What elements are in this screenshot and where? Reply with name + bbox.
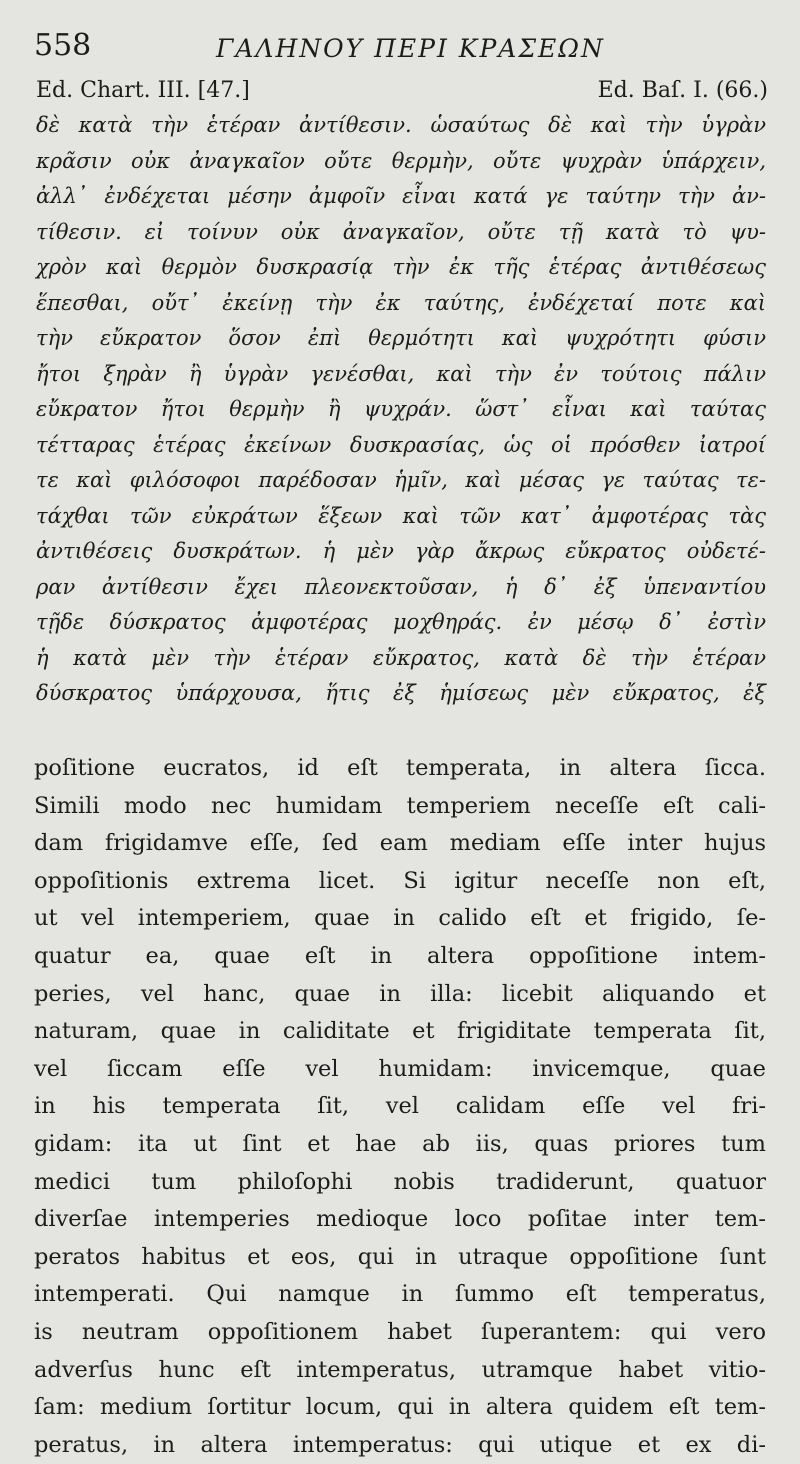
greek-text-line: ἀλλ᾽ ἐνδέχεται μέσην ἀμφοῖν εἶναι κατά γε ταύτην τὴν ἀν- — [36, 184, 766, 208]
latin-text-line: quatur ea, quae eſt in altera oppoſitione intem- — [34, 942, 766, 969]
greek-text-line: ἤτοι ξηρὰν ἢ ὑγρὰν γενέσθαι, καὶ τὴν ἐν τούτοις πάλιν — [36, 361, 766, 386]
latin-text-line: diverſae intemperies medioque loco poſitae inter tem- — [34, 1206, 766, 1233]
greek-text-line: ἡ κατὰ μὲν τὴν ἑτέραν εὔκρατος, κατὰ δὲ τὴν ἑτέραν — [36, 645, 766, 670]
greek-text-line: χρὸν καὶ θερμὸν δυσκρασίᾳ τὴν ἐκ τῆς ἑτέρας ἀντιθέσεως — [36, 255, 766, 279]
latin-text-line: gidam: ita ut ſint et hae ab iis, quas priores tum — [34, 1130, 766, 1157]
latin-text-line: ut vel intemperiem, quae in calido eſt et frigido, ſe- — [34, 905, 766, 932]
greek-text-block — [36, 108, 766, 712]
greek-text-line: τῇδε δύσκρατος ἀμφοτέρας μοχθηράς. ἐν μέσῳ δ᾽ ἐστὶν — [36, 610, 766, 634]
greek-text-line: τάχθαι τῶν εὐκράτων ἕξεων καὶ τῶν κατ᾽ ἀμφοτέρας τὰς — [36, 503, 766, 528]
latin-text-line: ſam: medium ſortitur locum, qui in altera quidem eſt tem- — [34, 1394, 766, 1421]
latin-text-line: intemperati. Qui namque in ſummo eſt temperatus, — [34, 1281, 766, 1308]
latin-text-line: in his temperata ſit, vel calidam eſſe vel fri- — [34, 1093, 766, 1120]
latin-text-line: is neutram oppoſitionem habet ſuperantem: qui vero — [34, 1318, 766, 1345]
edition-references — [36, 78, 768, 108]
latin-text-line: adverſus hunc eſt intemperatus, utramque habet vitio- — [34, 1356, 766, 1383]
greek-text-line: ἕπεσθαι, οὔτ᾽ ἐκείνῃ τὴν ἐκ ταύτης, ἐνδέχεταί ποτε καὶ — [36, 290, 766, 315]
latin-text-line: oppoſitionis extrema licet. Si igitur neceſſe non eſt, — [34, 867, 766, 894]
page-header — [34, 28, 766, 72]
page-number: 558 — [34, 28, 92, 63]
latin-text-line: dam frigidamve eſſe, ſed eam mediam eſſe inter hujus — [34, 830, 766, 857]
latin-text-line: peries, vel hanc, quae in illa: licebit aliquando et — [34, 980, 766, 1007]
greek-text-line: κρᾶσιν οὐκ ἀναγκαῖον οὔτε θερμὴν, οὔτε ψυχρὰν ὑπάρχειν, — [36, 148, 766, 173]
latin-text-line: vel ſiccam eſſe vel humidam: invicemque, quae — [34, 1055, 766, 1082]
greek-text-line: τίθεσιν. εἰ τοίνυν οὐκ ἀναγκαῖον, οὔτε τῇ κατὰ τὸ ψυ- — [36, 219, 766, 244]
greek-text-line: δύσκρατος ὑπάρχουσα, ἥτις ἐξ ἡμίσεως μὲν εὔκρατος, ἐξ — [36, 681, 766, 705]
latin-text-line: naturam, quae in caliditate et frigiditate temperata ſit, — [34, 1018, 766, 1045]
greek-text-line: ραν ἀντίθεσιν ἔχει πλεονεκτοῦσαν, ἡ δ᾽ ἐξ ὑπεναντίου — [36, 574, 766, 599]
greek-text-line: δὲ κατὰ τὴν ἑτέραν ἀντίθεσιν. ὡσαύτως δὲ καὶ τὴν ὑγρὰν — [36, 113, 766, 137]
edition-reference-right: Ed. Baſ. I. (66.) — [597, 78, 768, 103]
latin-text-line: peratos habitus et eos, qui in utraque oppoſitione ſunt — [34, 1243, 766, 1270]
greek-text-line: ἀντιθέσεις δυσκράτων. ἡ μὲν γὰρ ἄκρως εὔκρατος οὐδετέ- — [36, 539, 766, 563]
edition-reference-left: Ed. Chart. III. [47.] — [36, 78, 250, 103]
latin-text-block — [34, 750, 766, 1464]
greek-text-line: εὔκρατον ἤτοι θερμὴν ἢ ψυχράν. ὥστ᾽ εἶναι καὶ ταύτας — [36, 397, 766, 421]
latin-text-line: poſitione eucratos, id eſt temperata, in altera ſicca. — [34, 755, 766, 781]
latin-text-line: peratus, in altera intemperatus: qui utique et ex di- — [34, 1431, 766, 1458]
greek-text-line: τέτταρας ἑτέρας ἐκείνων δυσκρασίας, ὡς οἱ πρόσθεν ἰατροί — [36, 432, 766, 457]
latin-text-line: Simili modo nec humidam temperiem neceſſe eſt cali- — [34, 792, 766, 819]
greek-text-line: τὴν εὔκρατον ὅσον ἐπὶ θερμότητι καὶ ψυχρότητι φύσιν — [36, 326, 766, 350]
running-title: ΓΑΛΗΝΟΥ ΠΕΡΙ ΚΡΑΣΕΩΝ — [216, 34, 605, 63]
greek-text-line: τε καὶ φιλόσοφοι παρέδοσαν ἡμῖν, καὶ μέσας γε ταύτας τε- — [36, 468, 766, 492]
latin-text-line: medici tum philoſophi nobis tradiderunt, quatuor — [34, 1168, 766, 1195]
